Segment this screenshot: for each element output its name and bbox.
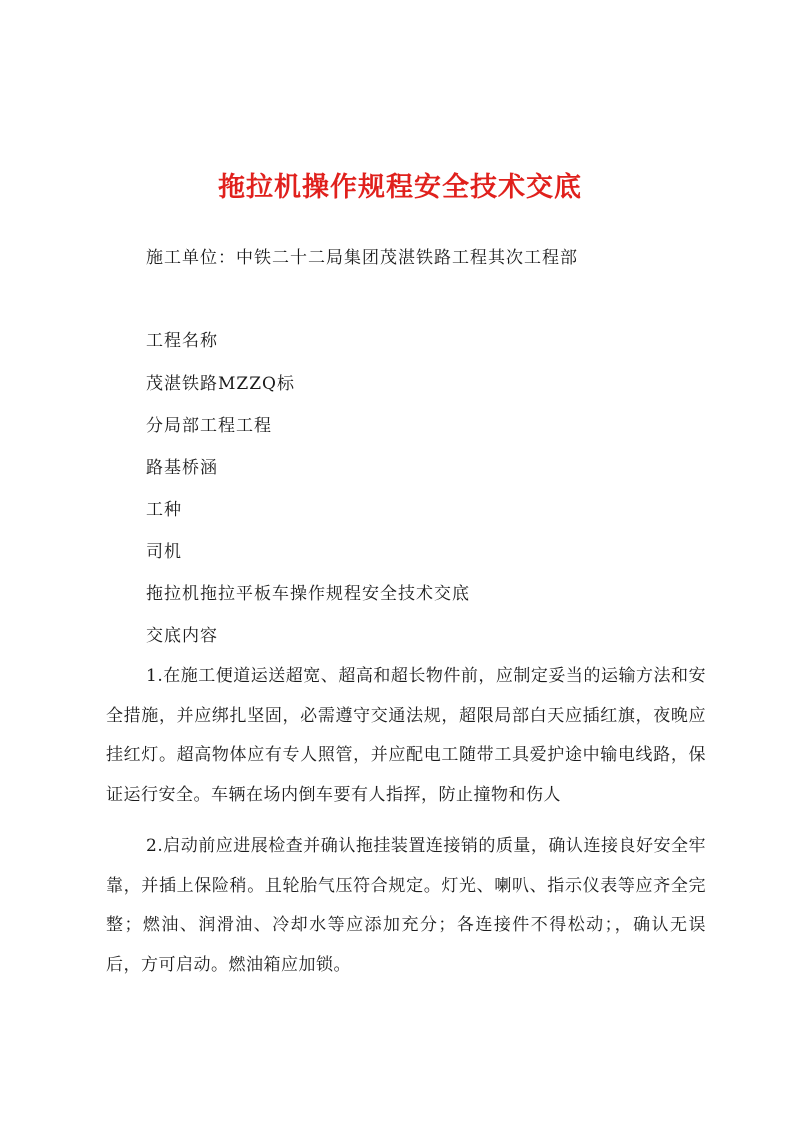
content-paragraph-1: 1.在施工便道运送超宽、超高和超长物件前，应制定妥当的运输方法和安全措施，并应绑扎坚固，必需遵守交通法规，超限局部白天应插红旗，夜晚应挂红灯。超高物体应有专人照管，并应配电工随带工具爱护途中输电线路，保证运行安全。车辆在场内倒车要有人指挥，防止撞物和伤人 bbox=[106, 666, 706, 805]
field-subproject-label: 分局部工程工程 bbox=[146, 416, 272, 436]
document-title: 拖拉机操作规程安全技术交底 bbox=[218, 172, 582, 203]
content-paragraph-2: 2.启动前应进展检查并确认拖挂装置连接销的质量，确认连接良好安全牢靠，并插上保险稍。且轮胎气压符合规定。灯光、喇叭、指示仪表等应齐全完整；燃油、润滑油、冷却水等应添加充分；各连接件不得松动；，确认无误后，方可启动。燃油箱应加锁。 bbox=[106, 836, 706, 975]
field-subproject-value: 路基桥涵 bbox=[146, 458, 218, 478]
field-work-type-label: 工种 bbox=[146, 500, 182, 520]
field-briefing-content-label: 交底内容 bbox=[146, 626, 218, 646]
field-briefing-subject: 拖拉机拖拉平板车操作规程安全技术交底 bbox=[146, 584, 470, 604]
field-project-name-label: 工程名称 bbox=[146, 331, 218, 351]
field-project-name-value: 茂湛铁路MZZQ标 bbox=[146, 374, 295, 394]
field-work-type-value: 司机 bbox=[146, 542, 182, 562]
construction-unit-line: 施工单位：中铁二十二局集团茂湛铁路工程其次工程部 bbox=[146, 248, 578, 268]
